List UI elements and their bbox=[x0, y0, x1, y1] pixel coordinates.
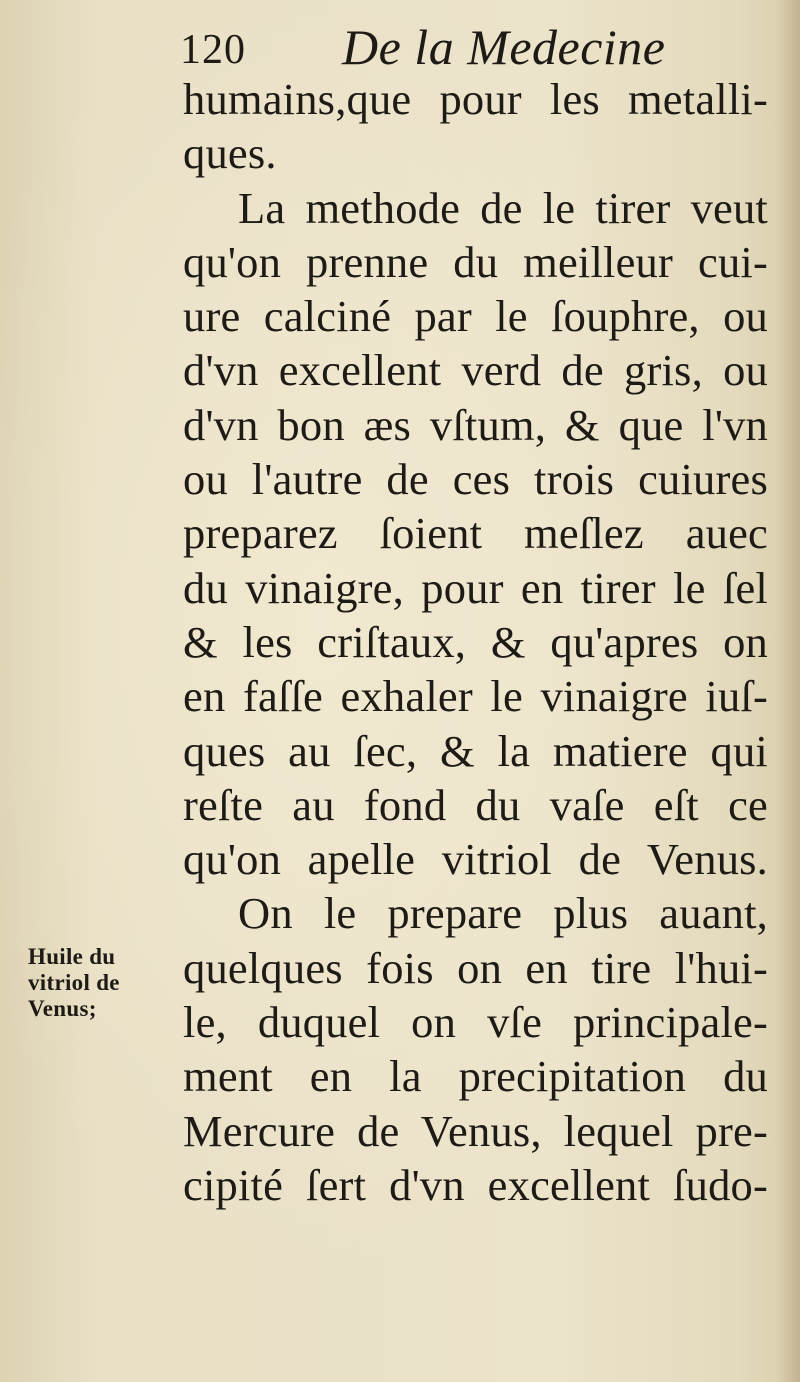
text-line: qu'on apelle vitriol de Venus. bbox=[183, 834, 768, 885]
text-line: humains,que pour les metalli- bbox=[183, 74, 768, 124]
text-line: reſte au fond du vaſe eſt ce bbox=[183, 779, 768, 830]
paragraph-start-line: La methode de le tirer veut bbox=[238, 182, 768, 233]
body-text bbox=[183, 72, 768, 1212]
text-line: le, duquel on vſe principale- bbox=[183, 997, 768, 1048]
margin-note-line: Huile du bbox=[28, 944, 116, 969]
text-line: ou l'autre de ces trois cuiures bbox=[183, 454, 768, 505]
text-line: cipité ſert d'vn excellent ſudo- bbox=[183, 1159, 768, 1210]
text-line: du vinaigre, pour en tirer le ſel bbox=[183, 562, 768, 613]
text-line: quelques fois on en tire l'hui- bbox=[183, 942, 768, 993]
running-title: De la Medecine bbox=[342, 19, 666, 75]
margin-note-line: vitriol de bbox=[28, 970, 120, 995]
text-line: & les criſtaux, & qu'apres on bbox=[183, 616, 768, 667]
text-line: d'vn bon æs vſtum, & que l'vn bbox=[183, 399, 768, 450]
page-edge-shadow bbox=[778, 0, 800, 1382]
text-line: qu'on prenne du meilleur cui- bbox=[183, 236, 768, 287]
text-line: ure calciné par le ſouphre, ou bbox=[183, 291, 768, 342]
text-line: d'vn excellent verd de gris, ou bbox=[183, 345, 768, 396]
text-line: ment en la precipitation du bbox=[183, 1051, 768, 1102]
margin-note bbox=[28, 944, 168, 1022]
text-line: preparez ſoient meſlez auec bbox=[183, 508, 768, 559]
paragraph-start-line: On le prepare plus auant, bbox=[238, 888, 768, 939]
page-number: 120 bbox=[180, 27, 246, 73]
text-line: ques. bbox=[183, 128, 277, 179]
page-header bbox=[180, 14, 780, 80]
margin-note-line: Venus; bbox=[28, 996, 97, 1021]
text-line: ques au ſec, & la matiere qui bbox=[183, 725, 768, 776]
text-line: Mercure de Venus, lequel pre- bbox=[183, 1105, 768, 1156]
text-line: en faſſe exhaler le vinaigre iuſ- bbox=[183, 671, 768, 722]
